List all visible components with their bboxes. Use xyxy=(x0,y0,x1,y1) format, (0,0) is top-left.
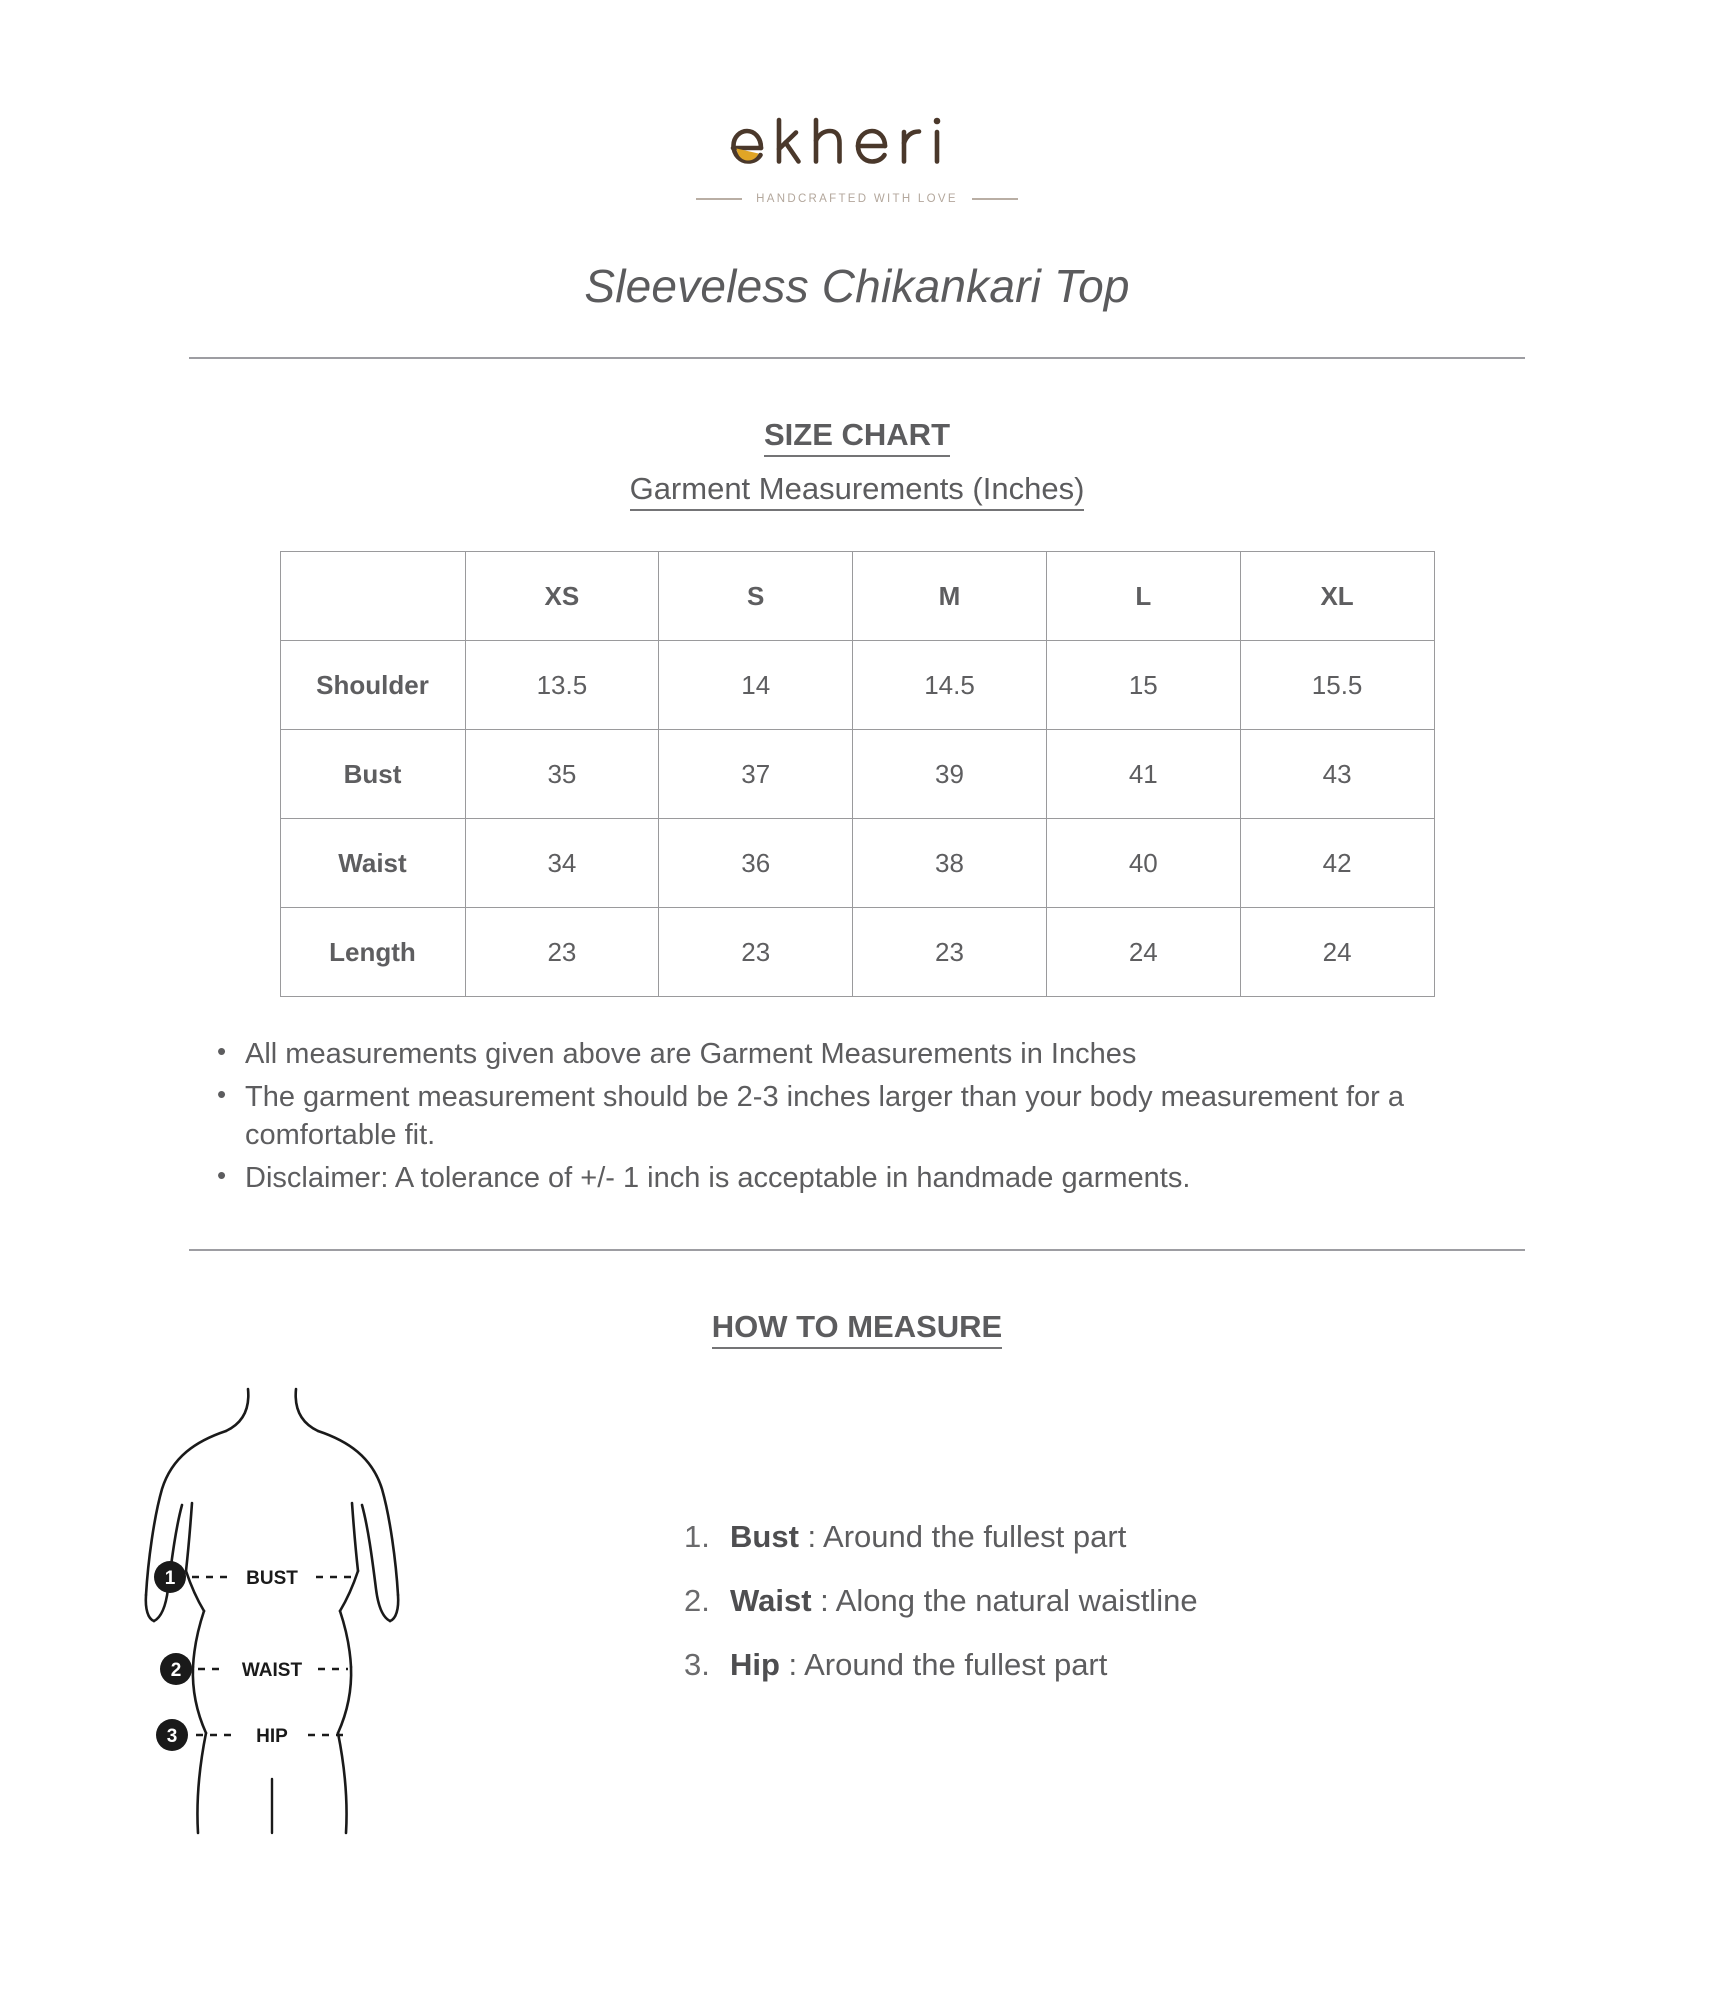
cell-shoulder-l: 15 xyxy=(1046,641,1240,730)
table-header-l: L xyxy=(1046,552,1240,641)
tagline-rule-left xyxy=(696,198,742,200)
marker-3-number: 3 xyxy=(166,1726,178,1748)
cell-length-l: 24 xyxy=(1046,908,1240,997)
akheri-logotype-icon xyxy=(727,112,987,174)
step-term-bust: Bust xyxy=(730,1519,799,1555)
diagram-label-waist: WAIST xyxy=(241,1660,303,1682)
logo-i-dot-icon xyxy=(934,118,941,125)
step-description-waist: Along the natural waistline xyxy=(835,1583,1198,1619)
table-row xyxy=(280,908,1434,997)
how-to-measure-heading xyxy=(0,1309,1714,1345)
row-label-waist: Waist xyxy=(280,819,465,908)
size-chart-heading xyxy=(0,417,1714,453)
page-title: Sleeveless Chikankari Top xyxy=(584,260,1130,312)
row-label-shoulder: Shoulder xyxy=(280,641,465,730)
row-label-length: Length xyxy=(280,908,465,997)
cell-bust-l: 41 xyxy=(1046,730,1240,819)
diagram-label-bust: BUST xyxy=(246,1568,298,1590)
size-chart-subheading-text: Garment Measurements (Inches) xyxy=(630,471,1085,511)
step-separator: : xyxy=(779,1647,805,1683)
cell-waist-l: 40 xyxy=(1046,819,1240,908)
cell-waist-m: 38 xyxy=(853,819,1047,908)
cell-shoulder-m: 14.5 xyxy=(853,641,1047,730)
measure-steps-list xyxy=(620,1519,1714,1683)
notes-section xyxy=(189,1035,1525,1197)
table-row xyxy=(280,730,1434,819)
table-header-xs: XS xyxy=(465,552,659,641)
table-row xyxy=(280,819,1434,908)
divider-bottom xyxy=(189,1249,1525,1251)
brand-tagline xyxy=(0,193,1714,205)
table-header-row xyxy=(280,552,1434,641)
table-header-xl: XL xyxy=(1240,552,1434,641)
brand-logo xyxy=(0,0,1714,205)
table-header-s: S xyxy=(659,552,853,641)
cell-length-s: 23 xyxy=(659,908,853,997)
body-diagram-container xyxy=(0,1381,620,1881)
marker-1-number: 1 xyxy=(164,1568,176,1590)
cell-shoulder-xs: 13.5 xyxy=(465,641,659,730)
notes-list xyxy=(189,1035,1525,1197)
tagline-rule-right xyxy=(972,198,1018,200)
row-label-bust: Bust xyxy=(280,730,465,819)
cell-shoulder-xl: 15.5 xyxy=(1240,641,1434,730)
tagline-text: HANDCRAFTED WITH LOVE xyxy=(756,193,958,205)
cell-bust-m: 39 xyxy=(853,730,1047,819)
step-separator: : xyxy=(811,1583,836,1619)
measure-steps-container xyxy=(620,1381,1714,1713)
female-torso-diagram-icon xyxy=(100,1381,520,1881)
cell-bust-xl: 43 xyxy=(1240,730,1434,819)
list-item: • Disclaimer: A tolerance of +/- 1 inch is acceptable in handmade garments. xyxy=(245,1159,1525,1198)
size-chart-subheading xyxy=(0,471,1714,507)
list-item: • All measurements given above are Garment Measurements in Inches xyxy=(245,1035,1525,1074)
size-table-wrapper xyxy=(280,551,1435,997)
size-table xyxy=(280,551,1435,997)
cell-bust-xs: 35 xyxy=(465,730,659,819)
table-corner-cell xyxy=(280,552,465,641)
step-term-hip: Hip xyxy=(730,1647,780,1683)
cell-length-xs: 23 xyxy=(465,908,659,997)
list-item xyxy=(730,1519,1714,1555)
table-header-m: M xyxy=(853,552,1047,641)
cell-waist-xl: 42 xyxy=(1240,819,1434,908)
cell-bust-s: 37 xyxy=(659,730,853,819)
how-to-measure-heading-text: HOW TO MEASURE xyxy=(712,1309,1003,1349)
list-item: • The garment measurement should be 2-3 inches larger than your body measurement for a comfortable fit. xyxy=(245,1078,1525,1155)
cell-length-xl: 24 xyxy=(1240,908,1434,997)
step-description-hip: Around the fullest part xyxy=(804,1647,1108,1683)
list-item xyxy=(730,1583,1714,1619)
size-chart-heading-text: SIZE CHART xyxy=(764,417,950,457)
step-description-bust: Around the fullest part xyxy=(823,1519,1127,1555)
step-separator: : xyxy=(798,1519,824,1555)
brand-wordmark xyxy=(727,112,987,174)
divider-top xyxy=(189,357,1525,359)
step-term-waist: Waist xyxy=(730,1583,812,1619)
cell-waist-s: 36 xyxy=(659,819,853,908)
cell-shoulder-s: 14 xyxy=(659,641,853,730)
cell-length-m: 23 xyxy=(853,908,1047,997)
how-to-measure-body xyxy=(0,1381,1714,1881)
table-row xyxy=(280,641,1434,730)
marker-2-number: 2 xyxy=(170,1660,182,1682)
list-item xyxy=(730,1647,1714,1683)
diagram-label-hip: HIP xyxy=(256,1726,288,1748)
cell-waist-xs: 34 xyxy=(465,819,659,908)
